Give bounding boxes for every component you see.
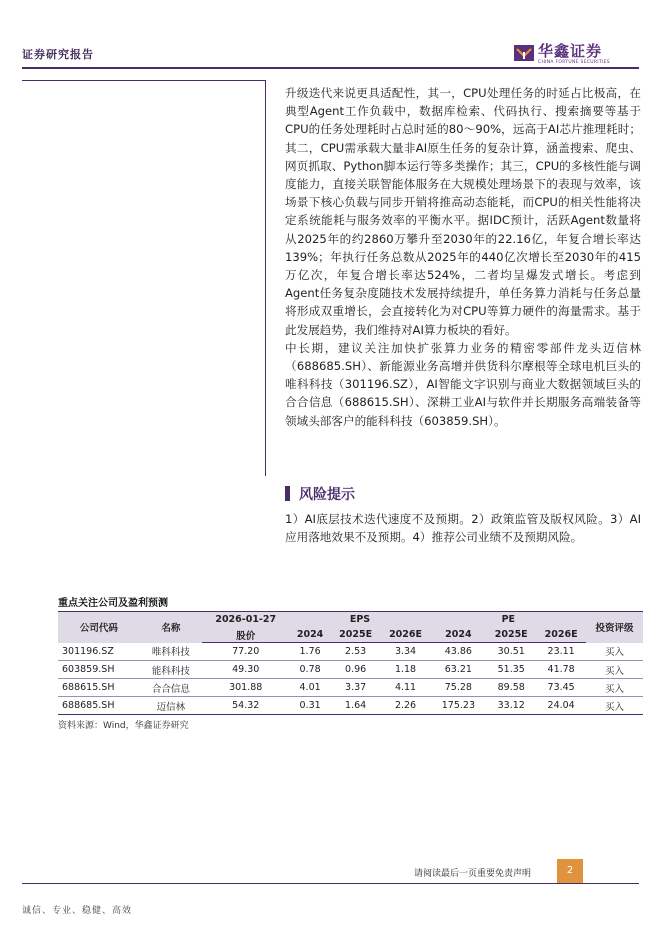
cell-rating: 买入: [586, 643, 643, 661]
cell-pe-2026e: 24.04: [536, 697, 586, 715]
table-row: [58, 697, 643, 715]
cell-pe-2024: 63.21: [431, 661, 487, 679]
cell-eps-2025e: 2.53: [331, 643, 381, 661]
cell-pe-2025e: 33.12: [486, 697, 536, 715]
risk-title: 风险提示: [299, 487, 355, 503]
cell-name: 合合信息: [140, 679, 202, 697]
col-eps-2024: 2024: [290, 627, 331, 643]
header-divider: [22, 67, 639, 69]
cell-name: 能科科技: [140, 661, 202, 679]
left-column-top-rule: [22, 80, 266, 81]
column-divider: [265, 80, 266, 476]
cell-pe-2026e: 23.11: [536, 643, 586, 661]
col-date-header: 2026-01-27: [202, 612, 290, 628]
logo-mark-icon: [514, 43, 534, 61]
page-number: 2: [557, 859, 583, 883]
col-pe-2026e: 2026E: [536, 627, 586, 643]
cell-eps-2024: 0.78: [290, 661, 331, 679]
cell-eps-2026e: 1.18: [381, 661, 431, 679]
cell-eps-2024: 4.01: [290, 679, 331, 697]
footer-divider: [22, 883, 639, 884]
cell-code: 688685.SH: [58, 697, 140, 715]
col-pe-2024: 2024: [431, 627, 487, 643]
cell-eps-2026e: 3.34: [381, 643, 431, 661]
col-eps-header: EPS: [290, 612, 431, 628]
cell-name: 唯科科技: [140, 643, 202, 661]
cell-price: 301.88: [202, 679, 290, 697]
cell-price: 54.32: [202, 697, 290, 715]
heading-bar-icon: [285, 486, 290, 501]
cell-pe-2025e: 51.35: [486, 661, 536, 679]
cell-eps-2024: 0.31: [290, 697, 331, 715]
col-rating-header: 投资评级: [586, 612, 643, 643]
cell-rating: 买入: [586, 679, 643, 697]
cell-pe-2024: 75.28: [431, 679, 487, 697]
company-logo: [514, 40, 634, 68]
logo-name: 华鑫证券: [538, 42, 603, 60]
risk-section-heading: [285, 484, 485, 504]
body-paragraph-2: 中长期，建议关注加快扩张算力业务的精密零部件龙头迈信林（688685.SH）、新能源业务高增并供货科尔摩根等全球电机巨头的唯科科技（301196.SZ），AI智能文字识别与商业大数据领域巨头的合合信息（688615.SH）、深耕工业AI与软件并长期服务高端装备等领域头部客户的能科科技（603859.SH）。: [285, 340, 641, 428]
col-pe-header: PE: [431, 612, 587, 628]
cell-eps-2025e: 1.64: [331, 697, 381, 715]
cell-eps-2026e: 4.11: [381, 679, 431, 697]
table-row: [58, 661, 643, 679]
col-price-header: 股价: [202, 627, 290, 643]
table-source: 资料来源：Wind，华鑫证券研究: [58, 721, 189, 731]
body-paragraph-1: 升级迭代来说更具适配性，其一，CPU处理任务的时延占比极高，在典型Agent工作负载中，数据库检索、代码执行、搜索摘要等基于CPU的任务处理耗时占总时延的80～90%，远高于AI芯片推理耗时；其二，CPU需承载大量非AI原生任务的复杂计算，涵盖搜索、爬虫、网页抓取、Python脚本运行等多类操作；其三，CPU的多核性能与调度能力，直接关联智能体服务在大规模处理场景下的表现与效率，该场景下核心负载与同步开销将推高动态能耗，而CPU的相关性能将决定系统能耗与服务效率的平衡水平。据IDC预计，活跃Agent数量将从2025年的约2860万攀升至2030年的22.16亿，年复合增长率达139%；年执行任务总数从2025年的440亿次增长至2030年的415万亿次，年复合增长率达524%，二者均呈爆发式增长。考虑到Agent任务复杂度随技术发展持续提升，单任务算力消耗与任务总量将形成双重增长，会直接转化为对CPU等算力硬件的海量需求。基于此发展趋势，我们维持对AI算力板块的看好。: [285, 86, 641, 337]
cell-pe-2025e: 30.51: [486, 643, 536, 661]
col-name-header: 名称: [140, 612, 202, 643]
col-eps-2026e: 2026E: [381, 627, 431, 643]
cell-code: 688615.SH: [58, 679, 140, 697]
cell-eps-2025e: 0.96: [331, 661, 381, 679]
body-text: [285, 84, 641, 430]
cell-code: 301196.SZ: [58, 643, 140, 661]
cell-eps-2025e: 3.37: [331, 679, 381, 697]
logo-subtitle: CHINA FORTUNE SECURITIES: [538, 60, 610, 65]
table-row: [58, 679, 643, 697]
col-pe-2025e: 2025E: [486, 627, 536, 643]
cell-pe-2024: 175.23: [431, 697, 487, 715]
report-type-label: 证券研究报告: [22, 48, 94, 61]
col-code-header: 公司代码: [58, 612, 140, 643]
cell-pe-2024: 43.86: [431, 643, 487, 661]
cell-price: 49.30: [202, 661, 290, 679]
forecast-table: [58, 611, 643, 715]
cell-rating: 买入: [586, 661, 643, 679]
table-title: 重点关注公司及盈利预测: [58, 598, 168, 609]
cell-pe-2026e: 73.45: [536, 679, 586, 697]
table-row: [58, 643, 643, 661]
disclaimer-note: 请阅读最后一页重要免责声明: [414, 869, 532, 879]
cell-price: 77.20: [202, 643, 290, 661]
col-eps-2025e: 2025E: [331, 627, 381, 643]
risk-text: 1）AI底层技术迭代速度不及预期。2）政策监管及版权风险。3）AI应用落地效果不及预期。4）推荐公司业绩不及预期风险。: [285, 512, 641, 545]
cell-eps-2024: 1.76: [290, 643, 331, 661]
cell-pe-2025e: 89.58: [486, 679, 536, 697]
cell-name: 迈信林: [140, 697, 202, 715]
cell-code: 603859.SH: [58, 661, 140, 679]
cell-eps-2026e: 2.26: [381, 697, 431, 715]
cell-rating: 买入: [586, 697, 643, 715]
footer-slogan: 诚信、专业、稳健、高效: [22, 906, 133, 916]
cell-pe-2026e: 41.78: [536, 661, 586, 679]
